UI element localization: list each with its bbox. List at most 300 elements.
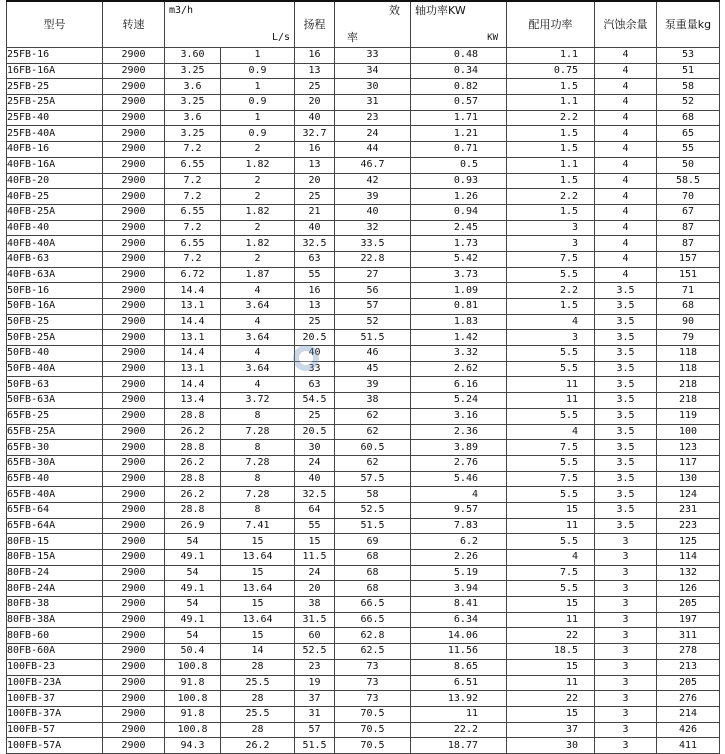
table-row [7, 550, 720, 566]
cell-speed: 2900 [103, 722, 165, 738]
cell-weight: 51 [657, 63, 720, 79]
cell-rated-power: 11 [507, 393, 595, 409]
cell-efficiency: 73 [335, 675, 411, 691]
cell-weight: 151 [657, 267, 720, 283]
cell-shaft-power: 9.57 [411, 502, 507, 518]
header-head: 扬程 [295, 1, 335, 48]
cell-model: 80FB-60 [7, 628, 103, 644]
cell-model: 25FB-40A [7, 126, 103, 142]
cell-head: 11.5 [295, 550, 335, 566]
cell-head: 20 [295, 173, 335, 189]
cell-flow-ls: 1.87 [221, 267, 295, 283]
cell-flow-m3h: 13.1 [165, 361, 221, 377]
cell-npsh: 4 [595, 189, 657, 205]
cell-efficiency: 73 [335, 659, 411, 675]
table-row [7, 581, 720, 597]
cell-head: 25 [295, 314, 335, 330]
cell-rated-power: 3 [507, 236, 595, 252]
cell-rated-power: 5.5 [507, 267, 595, 283]
cell-flow-m3h: 14.4 [165, 377, 221, 393]
cell-rated-power: 5.5 [507, 487, 595, 503]
cell-npsh: 3 [595, 565, 657, 581]
table-row [7, 330, 720, 346]
cell-model: 40FB-20 [7, 173, 103, 189]
cell-npsh: 3 [595, 612, 657, 628]
cell-speed: 2900 [103, 377, 165, 393]
cell-model: 40FB-25A [7, 204, 103, 220]
cell-weight: 117 [657, 455, 720, 471]
table-row [7, 659, 720, 675]
cell-weight: 157 [657, 251, 720, 267]
header-efficiency-top: 效 [389, 4, 400, 17]
cell-model: 65FB-25 [7, 408, 103, 424]
cell-npsh: 3.5 [595, 471, 657, 487]
cell-rated-power: 15 [507, 706, 595, 722]
cell-speed: 2900 [103, 440, 165, 456]
cell-flow-m3h: 100.8 [165, 659, 221, 675]
cell-rated-power: 7.5 [507, 440, 595, 456]
cell-shaft-power: 11.56 [411, 644, 507, 660]
cell-model: 50FB-25A [7, 330, 103, 346]
table-row [7, 142, 720, 158]
cell-weight: 50 [657, 157, 720, 173]
cell-shaft-power: 0.94 [411, 204, 507, 220]
cell-npsh: 4 [595, 173, 657, 189]
cell-head: 23 [295, 659, 335, 675]
cell-head: 32.5 [295, 487, 335, 503]
cell-rated-power: 1.5 [507, 142, 595, 158]
cell-shaft-power: 0.82 [411, 79, 507, 95]
table-row [7, 220, 720, 236]
cell-efficiency: 23 [335, 110, 411, 126]
cell-weight: 213 [657, 659, 720, 675]
cell-speed: 2900 [103, 346, 165, 362]
table-row [7, 393, 720, 409]
cell-efficiency: 68 [335, 550, 411, 566]
cell-flow-ls: 25.5 [221, 675, 295, 691]
table-row [7, 565, 720, 581]
cell-flow-ls: 3.64 [221, 361, 295, 377]
cell-weight: 214 [657, 706, 720, 722]
cell-speed: 2900 [103, 471, 165, 487]
table-body [7, 48, 720, 754]
header-flow [165, 1, 295, 48]
table-row [7, 126, 720, 142]
cell-weight: 118 [657, 346, 720, 362]
cell-efficiency: 33 [335, 48, 411, 64]
cell-head: 38 [295, 597, 335, 613]
cell-weight: 70 [657, 189, 720, 205]
cell-flow-m3h: 54 [165, 628, 221, 644]
table-row [7, 314, 720, 330]
cell-flow-m3h: 54 [165, 534, 221, 550]
cell-flow-ls: 25.5 [221, 706, 295, 722]
cell-npsh: 3.5 [595, 424, 657, 440]
table-row [7, 251, 720, 267]
cell-shaft-power: 1.09 [411, 283, 507, 299]
cell-flow-ls: 2 [221, 220, 295, 236]
cell-shaft-power: 11 [411, 706, 507, 722]
cell-speed: 2900 [103, 550, 165, 566]
table-row [7, 267, 720, 283]
header-row [7, 1, 720, 48]
cell-flow-ls: 8 [221, 471, 295, 487]
cell-model: 65FB-64 [7, 502, 103, 518]
cell-shaft-power: 0.81 [411, 299, 507, 315]
cell-rated-power: 11 [507, 675, 595, 691]
cell-flow-m3h: 49.1 [165, 612, 221, 628]
cell-efficiency: 73 [335, 691, 411, 707]
cell-speed: 2900 [103, 173, 165, 189]
cell-shaft-power: 3.73 [411, 267, 507, 283]
cell-model: 100FB-57A [7, 738, 103, 754]
cell-model: 65FB-30 [7, 440, 103, 456]
cell-speed: 2900 [103, 48, 165, 64]
table-row [7, 518, 720, 534]
cell-head: 40 [295, 346, 335, 362]
cell-flow-m3h: 26.2 [165, 424, 221, 440]
cell-efficiency: 62 [335, 424, 411, 440]
cell-model: 40FB-63 [7, 251, 103, 267]
cell-weight: 223 [657, 518, 720, 534]
cell-speed: 2900 [103, 142, 165, 158]
table-row [7, 424, 720, 440]
cell-flow-ls: 1.82 [221, 157, 295, 173]
cell-speed: 2900 [103, 565, 165, 581]
cell-model: 40FB-40A [7, 236, 103, 252]
cell-shaft-power: 5.46 [411, 471, 507, 487]
cell-flow-ls: 13.64 [221, 550, 295, 566]
cell-efficiency: 66.5 [335, 612, 411, 628]
cell-flow-m3h: 7.2 [165, 251, 221, 267]
cell-model: 40FB-16 [7, 142, 103, 158]
cell-shaft-power: 1.83 [411, 314, 507, 330]
cell-flow-ls: 1.82 [221, 204, 295, 220]
cell-weight: 87 [657, 236, 720, 252]
cell-flow-m3h: 49.1 [165, 581, 221, 597]
cell-flow-m3h: 100.8 [165, 691, 221, 707]
cell-weight: 197 [657, 612, 720, 628]
cell-efficiency: 60.5 [335, 440, 411, 456]
cell-npsh: 4 [595, 95, 657, 111]
cell-flow-ls: 13.64 [221, 581, 295, 597]
cell-weight: 118 [657, 361, 720, 377]
cell-model: 50FB-16A [7, 299, 103, 315]
cell-speed: 2900 [103, 597, 165, 613]
header-efficiency [335, 1, 411, 48]
cell-npsh: 4 [595, 63, 657, 79]
header-flow-ls: L/s [271, 32, 290, 43]
cell-head: 55 [295, 518, 335, 534]
cell-weight: 65 [657, 126, 720, 142]
cell-efficiency: 57 [335, 299, 411, 315]
cell-model: 100FB-23A [7, 675, 103, 691]
cell-flow-m3h: 13.4 [165, 393, 221, 409]
cell-flow-ls: 15 [221, 534, 295, 550]
cell-speed: 2900 [103, 644, 165, 660]
cell-model: 65FB-25A [7, 424, 103, 440]
cell-rated-power: 15 [507, 502, 595, 518]
cell-shaft-power: 5.24 [411, 393, 507, 409]
cell-efficiency: 46 [335, 346, 411, 362]
table-row [7, 471, 720, 487]
cell-flow-ls: 2 [221, 173, 295, 189]
cell-flow-m3h: 28.8 [165, 471, 221, 487]
cell-shaft-power: 0.5 [411, 157, 507, 173]
table-row [7, 628, 720, 644]
cell-model: 50FB-63A [7, 393, 103, 409]
cell-rated-power: 22 [507, 628, 595, 644]
cell-rated-power: 5.5 [507, 408, 595, 424]
cell-efficiency: 31 [335, 95, 411, 111]
cell-flow-ls: 26.2 [221, 738, 295, 754]
cell-efficiency: 38 [335, 393, 411, 409]
cell-weight: 68 [657, 110, 720, 126]
cell-flow-ls: 1.82 [221, 236, 295, 252]
table-row [7, 644, 720, 660]
cell-efficiency: 68 [335, 581, 411, 597]
header-speed: 转速 [103, 1, 165, 48]
cell-efficiency: 44 [335, 142, 411, 158]
cell-shaft-power: 1.26 [411, 189, 507, 205]
cell-speed: 2900 [103, 110, 165, 126]
cell-weight: 231 [657, 502, 720, 518]
cell-flow-m3h: 7.2 [165, 142, 221, 158]
cell-rated-power: 5.5 [507, 534, 595, 550]
cell-shaft-power: 2.36 [411, 424, 507, 440]
cell-efficiency: 66.5 [335, 597, 411, 613]
cell-shaft-power: 14.06 [411, 628, 507, 644]
cell-shaft-power: 2.62 [411, 361, 507, 377]
cell-head: 32.5 [295, 236, 335, 252]
cell-npsh: 3.5 [595, 518, 657, 534]
cell-npsh: 3.5 [595, 283, 657, 299]
cell-speed: 2900 [103, 267, 165, 283]
cell-speed: 2900 [103, 220, 165, 236]
header-efficiency-bottom: 率 [347, 31, 358, 44]
cell-weight: 114 [657, 550, 720, 566]
table-row [7, 534, 720, 550]
cell-efficiency: 33.5 [335, 236, 411, 252]
cell-rated-power: 1.1 [507, 157, 595, 173]
cell-speed: 2900 [103, 95, 165, 111]
cell-flow-ls: 28 [221, 691, 295, 707]
cell-speed: 2900 [103, 204, 165, 220]
cell-speed: 2900 [103, 706, 165, 722]
cell-shaft-power: 6.51 [411, 675, 507, 691]
cell-speed: 2900 [103, 330, 165, 346]
cell-model: 80FB-38 [7, 597, 103, 613]
cell-model: 80FB-15 [7, 534, 103, 550]
header-shaft-power-unit: KW [487, 33, 498, 43]
cell-efficiency: 30 [335, 79, 411, 95]
cell-speed: 2900 [103, 408, 165, 424]
cell-efficiency: 46.7 [335, 157, 411, 173]
cell-npsh: 3.5 [595, 361, 657, 377]
cell-shaft-power: 2.76 [411, 455, 507, 471]
cell-weight: 218 [657, 393, 720, 409]
cell-flow-m3h: 94.3 [165, 738, 221, 754]
cell-shaft-power: 0.71 [411, 142, 507, 158]
table-row [7, 502, 720, 518]
cell-speed: 2900 [103, 691, 165, 707]
cell-flow-ls: 28 [221, 722, 295, 738]
cell-flow-m3h: 3.25 [165, 63, 221, 79]
cell-flow-m3h: 50.4 [165, 644, 221, 660]
cell-rated-power: 5.5 [507, 581, 595, 597]
cell-rated-power: 1.5 [507, 299, 595, 315]
cell-model: 65FB-40A [7, 487, 103, 503]
cell-shaft-power: 3.89 [411, 440, 507, 456]
cell-efficiency: 32 [335, 220, 411, 236]
cell-npsh: 3 [595, 675, 657, 691]
table-row [7, 204, 720, 220]
cell-flow-m3h: 3.25 [165, 126, 221, 142]
cell-weight: 278 [657, 644, 720, 660]
cell-efficiency: 39 [335, 377, 411, 393]
cell-rated-power: 4 [507, 424, 595, 440]
cell-model: 100FB-37 [7, 691, 103, 707]
cell-head: 40 [295, 220, 335, 236]
cell-flow-m3h: 91.8 [165, 706, 221, 722]
cell-speed: 2900 [103, 283, 165, 299]
cell-shaft-power: 13.92 [411, 691, 507, 707]
cell-shaft-power: 8.65 [411, 659, 507, 675]
cell-rated-power: 22 [507, 691, 595, 707]
cell-rated-power: 5.5 [507, 455, 595, 471]
cell-flow-m3h: 6.55 [165, 236, 221, 252]
header-model: 型号 [7, 1, 103, 48]
cell-npsh: 3.5 [595, 408, 657, 424]
cell-flow-ls: 8 [221, 440, 295, 456]
cell-flow-ls: 4 [221, 314, 295, 330]
pump-spec-table [6, 0, 720, 754]
cell-efficiency: 51.5 [335, 330, 411, 346]
cell-flow-m3h: 54 [165, 597, 221, 613]
cell-speed: 2900 [103, 236, 165, 252]
cell-efficiency: 57.5 [335, 471, 411, 487]
cell-speed: 2900 [103, 659, 165, 675]
cell-weight: 124 [657, 487, 720, 503]
cell-head: 20 [295, 95, 335, 111]
cell-head: 25 [295, 189, 335, 205]
cell-rated-power: 2.2 [507, 110, 595, 126]
cell-shaft-power: 5.19 [411, 565, 507, 581]
cell-flow-ls: 4 [221, 377, 295, 393]
cell-head: 16 [295, 283, 335, 299]
cell-flow-ls: 8 [221, 408, 295, 424]
cell-head: 32.7 [295, 126, 335, 142]
cell-rated-power: 11 [507, 518, 595, 534]
cell-weight: 71 [657, 283, 720, 299]
cell-flow-ls: 14 [221, 644, 295, 660]
cell-npsh: 4 [595, 157, 657, 173]
cell-weight: 132 [657, 565, 720, 581]
cell-shaft-power: 6.34 [411, 612, 507, 628]
cell-model: 100FB-37A [7, 706, 103, 722]
cell-flow-m3h: 6.55 [165, 204, 221, 220]
table-row [7, 706, 720, 722]
cell-flow-m3h: 26.9 [165, 518, 221, 534]
cell-npsh: 3.5 [595, 330, 657, 346]
cell-shaft-power: 1.73 [411, 236, 507, 252]
cell-flow-ls: 15 [221, 628, 295, 644]
cell-flow-ls: 0.9 [221, 126, 295, 142]
cell-weight: 205 [657, 597, 720, 613]
cell-head: 25 [295, 79, 335, 95]
cell-efficiency: 52.5 [335, 502, 411, 518]
table-row [7, 346, 720, 362]
cell-model: 65FB-40 [7, 471, 103, 487]
cell-speed: 2900 [103, 487, 165, 503]
cell-model: 80FB-15A [7, 550, 103, 566]
cell-npsh: 3 [595, 597, 657, 613]
cell-head: 54.5 [295, 393, 335, 409]
pump-spec-sheet [6, 0, 719, 754]
cell-head: 20.5 [295, 424, 335, 440]
cell-model: 80FB-60A [7, 644, 103, 660]
cell-weight: 87 [657, 220, 720, 236]
cell-rated-power: 1.1 [507, 95, 595, 111]
cell-efficiency: 62 [335, 455, 411, 471]
cell-head: 16 [295, 48, 335, 64]
cell-head: 33 [295, 361, 335, 377]
cell-shaft-power: 0.57 [411, 95, 507, 111]
cell-flow-m3h: 26.2 [165, 487, 221, 503]
cell-flow-m3h: 3.60 [165, 48, 221, 64]
cell-npsh: 3 [595, 738, 657, 754]
cell-model: 16FB-16A [7, 63, 103, 79]
cell-weight: 119 [657, 408, 720, 424]
cell-rated-power: 4 [507, 550, 595, 566]
cell-weight: 100 [657, 424, 720, 440]
cell-weight: 52 [657, 95, 720, 111]
cell-weight: 90 [657, 314, 720, 330]
cell-head: 63 [295, 377, 335, 393]
cell-weight: 58.5 [657, 173, 720, 189]
cell-npsh: 3 [595, 659, 657, 675]
cell-weight: 411 [657, 738, 720, 754]
cell-speed: 2900 [103, 628, 165, 644]
cell-rated-power: 18.5 [507, 644, 595, 660]
table-row [7, 361, 720, 377]
cell-npsh: 4 [595, 220, 657, 236]
cell-shaft-power: 2.26 [411, 550, 507, 566]
cell-efficiency: 70.5 [335, 722, 411, 738]
cell-flow-m3h: 6.72 [165, 267, 221, 283]
cell-shaft-power: 4 [411, 487, 507, 503]
cell-rated-power: 5.5 [507, 346, 595, 362]
cell-head: 55 [295, 267, 335, 283]
cell-flow-ls: 28 [221, 659, 295, 675]
table-row [7, 299, 720, 315]
cell-flow-ls: 3.72 [221, 393, 295, 409]
table-row [7, 675, 720, 691]
cell-head: 13 [295, 299, 335, 315]
cell-speed: 2900 [103, 63, 165, 79]
cell-flow-m3h: 3.25 [165, 95, 221, 111]
cell-head: 30 [295, 440, 335, 456]
cell-shaft-power: 0.34 [411, 63, 507, 79]
cell-shaft-power: 1.21 [411, 126, 507, 142]
table-row [7, 173, 720, 189]
table-row [7, 189, 720, 205]
cell-efficiency: 51.5 [335, 518, 411, 534]
cell-npsh: 4 [595, 236, 657, 252]
cell-speed: 2900 [103, 455, 165, 471]
cell-model: 25FB-25 [7, 79, 103, 95]
cell-efficiency: 70.5 [335, 738, 411, 754]
